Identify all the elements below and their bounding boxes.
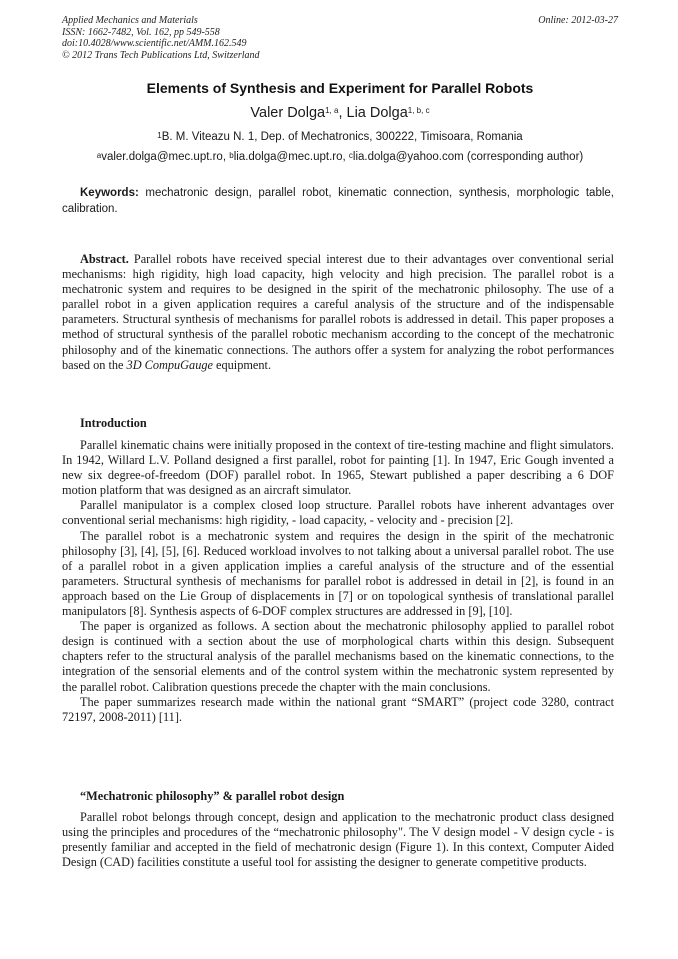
keywords-label: Keywords: [80,187,139,199]
section-heading-mechatronic: “Mechatronic philosophy” & parallel robot design [80,789,345,803]
affiliation-superscript: 1 [157,131,162,140]
journal-doi: doi:10.4028/www.scientific.net/AMM.162.549 [62,38,247,49]
body-paragraph: The paper summarizes research made within the national grant “SMART” (project code 3280, contract 72197, 2008-2011) [11]. [62,694,614,724]
email-superscript: b [229,151,234,160]
email-address: valer.dolga@mec.upt.ro, [101,151,230,163]
author-name: Lia Dolga [346,105,408,121]
online-date: Online: 2012-03-27 [538,15,618,26]
email-line [62,150,618,165]
author-superscript: 1, a [325,106,339,115]
body-paragraph: Parallel manipulator is a complex closed loop structure. Parallel robots have inherent advantages over conventional serial mechanisms: high rigidity, - load capacity, - velocity and - precision [2]. [62,498,614,528]
author-separator: , [338,105,347,121]
body-paragraph: Parallel kinematic chains were initially proposed in the context of tire-testing machine and flight simulators. In 1942, Willard L.V. Polland designed a first parallel, robot for painting [1]. In 1947, Eric Gough invented a new six degree-of-freedom (DOF) parallel robot. In 1965, Stewart published a paper describing a 6 DOF motion platform that was designed as an aircraft simulator. [62,438,614,498]
body-paragraph: Parallel robot belongs through concept, design and application to the mechatronic product class designed using the principles and procedures of the “mechatronic philosophy". The V design model - V design cycle - is presently familiar and accepted in the field of mechatronic design (Figure 1). In this context, Computer Aided Design (CAD) facilities constitute a useful tool for assisting the designer to generate competitive products. [62,810,614,870]
email-superscript: a [96,151,102,160]
author-superscript: 1, b, c [407,106,430,115]
section-heading-introduction: Introduction [80,416,147,430]
abstract-paragraph [62,252,614,373]
introduction-body [62,438,614,725]
journal-header [62,15,618,61]
journal-issn: ISSN: 1662-7482, Vol. 162, pp 549-558 [62,26,220,38]
abstract-label: Abstract. [80,252,129,266]
journal-name: Applied Mechanics and Materials [62,15,198,26]
journal-copyright: © 2012 Trans Tech Publications Ltd, Switzerland [62,49,260,61]
body-paragraph: The parallel robot is a mechatronic system and requires the design in the spirit of the mechatronic philosophy [3], [4], [5], [6]. Reduced workload involves to not talking about a universal parallel robot. The use of a parallel robot in a given application implies a careful analysis of the structure and of the essential parameters. Structural synthesis of mechanisms for parallel robot is addressed in detail in [2], is found in an approach based on the Lie Group of displacements in [7] or on topological synthesis of translational parallel manipulators [8]. Synthesis aspects of 6-DOF complex structures are addressed in [9], [10]. [62,528,614,619]
author-name: Valer Dolga [250,105,326,121]
email-superscript: c [348,151,353,160]
abstract-italic: 3D CompuGauge [126,357,213,372]
email-address: lia.dolga@mec.upt.ro, [233,151,349,163]
keywords [62,186,614,217]
paper-title: Elements of Synthesis and Experiment for Parallel Robots [146,80,534,96]
abstract [62,252,614,373]
abstract-text-end: equipment. [212,357,272,372]
body-paragraph: The paper is organized as follows. A section about the mechatronic philosophy applied to parallel robot design is continued with a section about the use of morphological charts within this design. Subsequent chapters refer to the structural analysis of the parallel mechanisms based on the kinematic connections, to the integration of the sensorial elements and of the control system within the mechatronic system represented by the parallel robot. Calibration questions precede the chapter with the main conclusions. [62,619,614,694]
mechatronic-body [62,810,614,870]
keywords-text: mechatronic design, parallel robot, kinematic connection, synthesis, morphologic table, calibration. [62,187,614,215]
affiliation-text: B. M. Viteazu N. 1, Dep. of Mechatronics, 300222, Timisoara, Romania [161,131,523,143]
abstract-text: Parallel robots have received special interest due to their advantages over conventional serial mechanisms: high rigidity, high load capacity, high velocity and high precision. The parallel robot is a mechatronic system and requires to be designed in the spirit of the mechatronic philosophy. The use of a parallel robot in a given application requires a careful analysis of the structure and of the indispensable parameters. Structural synthesis of mechanisms for parallel robots is addressed in detail. This paper proposes a method of structural synthesis of the parallel robotic mechanism according to the concept of the mechatronic philosophy and of the kinematic connections. The authors offer a system for analyzing the robot performances based on the [62,252,614,372]
email-address: lia.dolga@yahoo.com (corresponding author) [352,151,584,163]
affiliation [62,130,618,145]
author-line [62,104,618,122]
